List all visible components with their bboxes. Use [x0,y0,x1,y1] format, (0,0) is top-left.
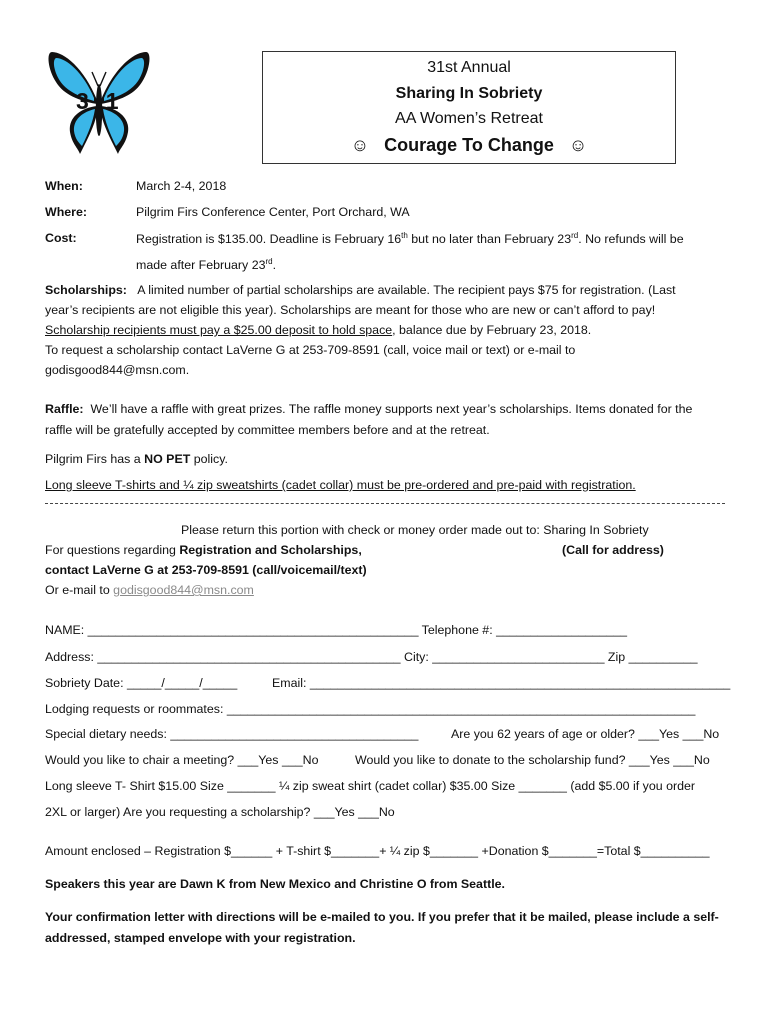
email-field[interactable]: Email: _____________________________________________________________ [272,676,731,690]
event-subtitle: AA Women’s Retreat [395,110,543,127]
event-title: Sharing In Sobriety [395,85,543,102]
smiley-icon: ☺ [350,135,370,155]
questions-line: For questions regarding Registration and Scholarships, [45,543,362,557]
chair-meeting-question[interactable]: Would you like to chair a meeting? ___Yes ___No [45,753,319,767]
raffle-line1: Raffle: We’ll have a raffle with great prizes. The raffle money supports next year’s scholarships. Items donated for the [45,402,693,416]
butterfly-logo [44,48,154,160]
pet-policy: Pilgrim Firs has a NO PET policy. [45,452,228,466]
call-for-address: (Call for address) [562,543,664,557]
scholarships-label: Scholarships: [45,283,127,297]
raffle-label: Raffle: [45,402,84,416]
scholarships-line4: To request a scholarship contact LaVerne G at 253-709-8591 (call, voice mail or text) or e-mail to [45,343,576,357]
dietary-field[interactable]: Special dietary needs: ____________________________________ [45,727,419,741]
confirmation-note-line2: addressed, stamped envelope with your registration. [45,931,356,945]
confirmation-note-line1: Your confirmation letter with directions will be e-mailed to you. If you prefer that it be mailed, please include a self- [45,910,719,924]
shirts-notice: Long sleeve T-shirts and ¼ zip sweatshirts (cadet collar) must be pre-ordered and pre-paid with registration. [45,478,636,492]
shirt-order-line2[interactable]: 2XL or larger) Are you requesting a scholarship? ___Yes ___No [45,805,395,819]
cut-line-divider [45,503,725,504]
annual-heading: 31st Annual [427,59,511,76]
where-label: Where: [45,205,87,219]
lodging-field[interactable]: Lodging requests or roommates: ____________________________________________________________________ [45,702,696,716]
scholarships-line3: Scholarship recipients must pay a $25.00 deposit to hold space, balance due by February 23, 2018. [45,323,592,337]
donate-question[interactable]: Would you like to donate to the scholarship fund? ___Yes ___No [355,753,710,767]
logo-number: 31 [76,88,136,114]
where-value: Pilgrim Firs Conference Center, Port Orchard, WA [136,205,410,219]
shirt-order-line[interactable]: Long sleeve T- Shirt $15.00 Size _______ ¼ zip sweat shirt (cadet collar) $35.00 Size _______ (add $5.00 if you order [45,779,695,793]
title-box [262,51,676,164]
cost-value-line2: made after February 23rd. [136,257,277,273]
scholarships-line2: year’s recipients are not eligible this year). Scholarships are meant for those who are new or can’t afford to pay! [45,303,656,317]
name-telephone-field[interactable]: NAME: ________________________________________________ Telephone #: ___________________ [45,623,628,637]
age-question[interactable]: Are you 62 years of age or older? ___Yes ___No [451,727,720,741]
raffle-line2: raffle will be gratefully accepted by committee members before and at the retreat. [45,423,490,437]
address-city-zip-field[interactable]: Address: ____________________________________________ City: _________________________ Zip __________ [45,650,698,664]
when-value: March 2-4, 2018 [136,179,227,193]
email-line: Or e-mail to godisgood844@msn.com [45,583,254,597]
theme-line [263,135,675,156]
smiley-icon: ☺ [568,135,588,155]
theme-title: Courage To Change [384,135,554,155]
sobriety-date-field[interactable]: Sobriety Date: _____/_____/_____ [45,676,238,690]
amount-enclosed-line[interactable]: Amount enclosed – Registration $______ + T-shirt $_______+ ¼ zip $_______ +Donation $_______=Total $__________ [45,844,710,858]
cost-label: Cost: [45,231,77,245]
scholarships-email: godisgood844@msn.com. [45,363,190,377]
email-link[interactable]: godisgood844@msn.com [113,583,254,597]
return-instructions: Please return this portion with check or money order made out to: Sharing In Sobriety [181,523,649,537]
contact-line: contact LaVerne G at 253-709-8591 (call/voicemail/text) [45,563,367,577]
scholarships-line1: Scholarships: A limited number of partial scholarships are available. The recipient pays $75 for registration. (Last [45,283,676,297]
speakers-note: Speakers this year are Dawn K from New Mexico and Christine O from Seattle. [45,877,505,891]
cost-value: Registration is $135.00. Deadline is February 16th but no later than February 23rd. No refunds will be [136,231,684,247]
when-label: When: [45,179,83,193]
